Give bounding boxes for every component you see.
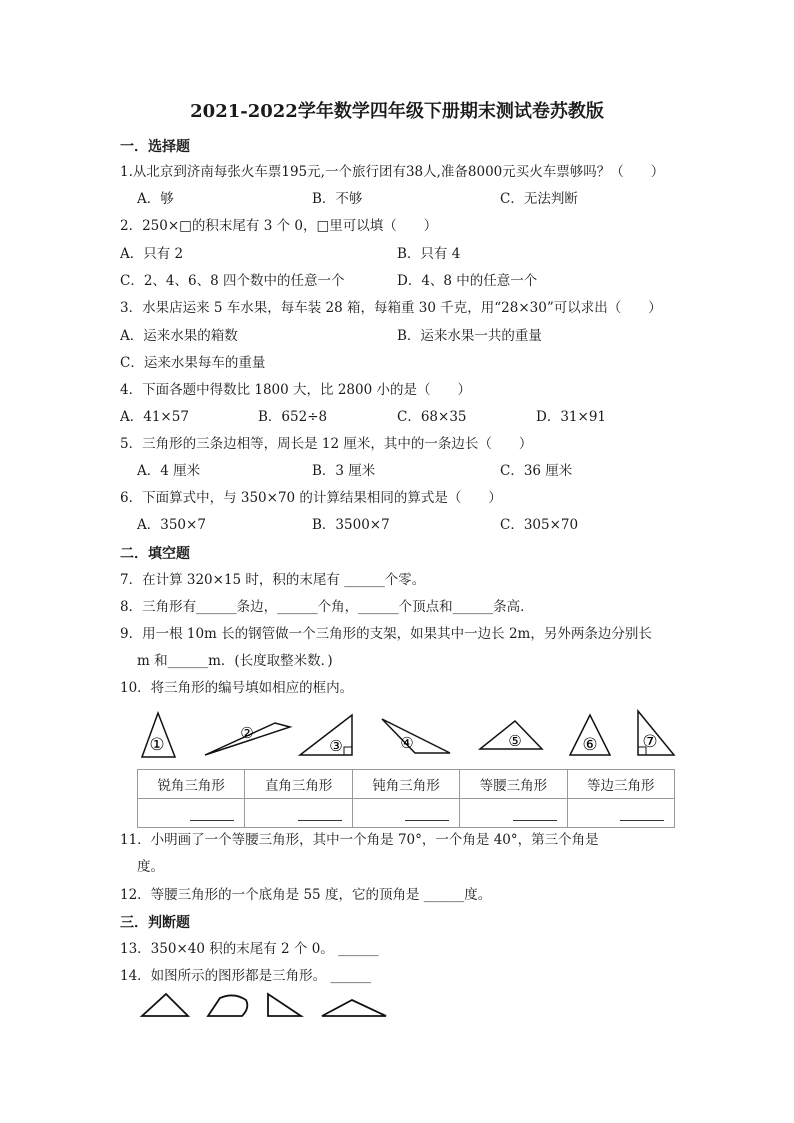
section-choice: 一．选择题 [120,139,190,155]
q7-text: 7．在计算 320×15 时，积的末尾有 ______个零。 [120,572,426,588]
triangle-label-2: ② [240,724,254,742]
table-cell-right[interactable] [245,799,352,828]
q12-text: 12．等腰三角形的一个底角是 55 度，它的顶角是 ______度。 [120,887,492,903]
q14-shape-triangle [142,994,188,1016]
q2-stem: 2．250×□的积末尾有 3 个 0，□里可以填（ ） [120,218,438,234]
triangle-label-1: ① [149,735,165,755]
q14-shape-right-triangle [268,994,301,1016]
table-cell-acute[interactable] [138,799,245,828]
triangle-label-6: ⑥ [582,735,598,755]
q4-option-d: D．31×91 [536,409,606,425]
q13-text: 13．350×40 积的末尾有 2 个 0。 ______ [120,941,379,957]
table-cell-obtuse[interactable] [352,799,459,828]
q6-stem: 6．下面算式中，与 350×70 的计算结果相同的算式是（ ） [120,490,502,506]
table-header-isosceles: 等腰三角形 [460,770,567,799]
q10-text: 10．将三角形的编号填如相应的框内。 [120,680,354,696]
section-judge: 三．判断题 [120,915,190,931]
triangle-label-4: ④ [400,734,414,752]
table-header-equilateral: 等边三角形 [567,770,674,799]
triangle-figures [130,705,690,765]
triangle-label-3: ③ [329,737,343,755]
table-cell-isosceles[interactable] [460,799,567,828]
q5-option-a: A．4 厘米 [137,463,201,479]
q1-option-a: A．够 [137,191,174,207]
triangle-4-shape [382,719,450,753]
q4-option-a: A．41×57 [120,409,189,425]
q3-option-c: C．运来水果每车的重量 [120,355,266,371]
q5-stem: 5．三角形的三条边相等，周长是 12 厘米，其中的一条边长（ ） [120,436,533,452]
q2-option-d: D．4、8 中的任意一个 [397,273,538,289]
q1-stem: 1.从北京到济南每张火车票195元,一个旅行团有38人,准备8000元买火车票够吗？（ ） [120,164,665,180]
table-header-right: 直角三角形 [245,770,352,799]
triangle-classification-table [137,769,675,828]
q9-line1: 9．用一根 10m 长的钢管做一个三角形的支架，如果其中一边长 2m，另外两条边分别长 [120,626,652,642]
q1-option-b: B．不够 [312,191,363,207]
q14-text: 14．如图所示的图形都是三角形。 ______ [120,968,371,984]
q2-option-a: A．只有 2 [120,246,184,262]
q9-line2: m 和______m．(长度取整米数．) [137,653,333,669]
table-header-acute: 锐角三角形 [138,770,245,799]
table-cell-equilateral[interactable] [567,799,674,828]
q8-text: 8．三角形有______条边，______个角，______个顶点和______条高． [120,599,534,615]
table-header-obtuse: 钝角三角形 [352,770,459,799]
q11-line1: 11．小明画了一个等腰三角形，其中一个角是 70°，一个角是 40°，第三个角是 [120,832,599,848]
q14-shape-curved [208,995,247,1016]
q4-option-b: B．652÷8 [258,409,328,425]
q2-option-c: C．2、4、6、8 四个数中的任意一个 [120,273,345,289]
q6-option-b: B．3500×7 [312,517,390,533]
q4-stem: 4．下面各题中得数比 1800 大，比 2800 小的是（ ） [120,382,471,398]
q5-option-b: B．3 厘米 [312,463,376,479]
q11-line2: 度。 [137,859,164,875]
q14-shape-obtuse-triangle [322,1000,386,1016]
q3-option-a: A．运来水果的箱数 [120,328,238,344]
q3-stem: 3．水果店运来 5 车水果，每车装 28 箱，每箱重 30 千克，用“28×30”可以求出（ ） [120,300,662,316]
triangle-label-7: ⑦ [642,732,658,752]
q14-shapes [138,990,398,1022]
q4-option-c: C．68×35 [397,409,467,425]
page-title: 2021-2022学年数学四年级下册期末测试卷苏教版 [190,101,604,122]
q2-option-b: B．只有 4 [397,246,461,262]
q6-option-a: A．350×7 [137,517,206,533]
section-fill: 二．填空题 [120,546,190,562]
q6-option-c: C．305×70 [500,517,579,533]
triangle-label-5: ⑤ [508,732,522,750]
q5-option-c: C．36 厘米 [500,463,573,479]
q1-option-c: C．无法判断 [500,191,578,207]
q3-option-b: B．运来水果一共的重量 [397,328,542,344]
